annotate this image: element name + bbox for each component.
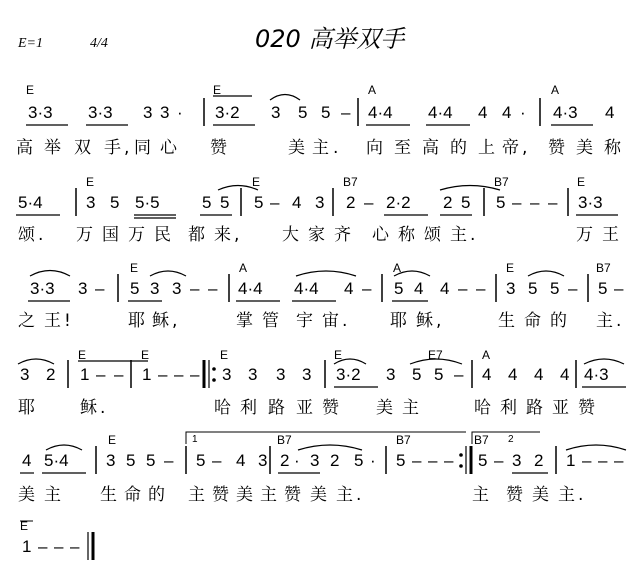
note: 4 — [508, 365, 518, 384]
lyric-char: 亚 — [552, 398, 569, 418]
note: 4 — [236, 451, 246, 470]
lyric-char: 赞 — [322, 398, 339, 418]
lyric-char: 管 — [262, 311, 279, 331]
note: 1 — [22, 537, 32, 556]
lyric-punct: . — [616, 311, 622, 331]
lyric-char: 之 — [18, 311, 35, 331]
note: 4 — [22, 451, 32, 470]
lyric-char: 美 — [288, 138, 305, 158]
chord-symbol: A — [482, 348, 491, 362]
note: 5 — [202, 193, 212, 212]
lyric-punct: , — [522, 138, 528, 158]
dash: – — [364, 193, 374, 212]
volta-number: 1 — [192, 434, 198, 445]
note-group: 3·3 — [30, 279, 55, 298]
note: 5 — [396, 451, 406, 470]
note: 3 — [512, 451, 522, 470]
note: 5 — [496, 193, 506, 212]
dash: – — [548, 193, 558, 212]
chord-symbol: B7 — [277, 433, 292, 447]
note: 2 — [534, 451, 544, 470]
note: 5 — [598, 279, 608, 298]
lyric-char: 赞 — [212, 485, 229, 505]
lyric-char: 称 — [398, 225, 415, 245]
note: 5 — [321, 103, 331, 122]
note: 3 — [160, 103, 170, 122]
note: 4 — [502, 103, 512, 122]
chord-symbol: A — [393, 261, 402, 275]
lyric-char: 赞 — [578, 398, 595, 418]
dash: – — [428, 451, 438, 470]
augmentation-dot: · — [177, 103, 183, 122]
lyric-char: 哈 — [474, 398, 491, 418]
dash: – — [476, 279, 486, 298]
lyric-char: 利 — [240, 398, 257, 418]
note: 5 — [394, 279, 404, 298]
lyric-char: 主 — [450, 225, 467, 245]
augmentation-dot: · — [294, 451, 300, 470]
lyric-char: 主 — [260, 485, 277, 505]
dash: – — [270, 193, 280, 212]
dash: – — [530, 193, 540, 212]
chord-symbol: A — [368, 83, 377, 97]
lyric-punct: , — [172, 311, 178, 331]
chord-symbol: E — [334, 348, 343, 362]
volta-number: 2 — [508, 434, 514, 445]
lyric-char: 主 — [472, 485, 489, 505]
chord-symbol: E — [141, 348, 150, 362]
dash: – — [444, 451, 454, 470]
dash: – — [412, 451, 422, 470]
lyric-char: 主 — [402, 398, 419, 418]
chord-symbol: A — [551, 83, 560, 97]
note: 2 — [443, 193, 453, 212]
lyric-char: 赞 — [210, 138, 227, 158]
dash: – — [494, 451, 504, 470]
lyric-char: 万 — [576, 225, 593, 245]
lyric-punct: . — [356, 485, 362, 505]
lyric-punct: . — [38, 225, 44, 245]
lyric-punct: . — [333, 138, 339, 158]
note-group: 5·4 — [44, 451, 69, 470]
lyric-char: 主 — [44, 485, 61, 505]
note: 3 — [78, 279, 88, 298]
final-barline — [88, 532, 93, 560]
dash: – — [96, 365, 106, 384]
lyric-char: 耶 — [18, 398, 35, 418]
note: 5 — [254, 193, 264, 212]
lyric-char: 稣 — [416, 311, 433, 331]
lyric-char: 主 — [312, 138, 329, 158]
lyric-char: 至 — [394, 138, 411, 158]
chord-symbol: E7 — [428, 348, 443, 362]
lyric-char: 主 — [336, 485, 353, 505]
note: 3 — [150, 279, 160, 298]
score-line-2 — [16, 175, 619, 245]
score-line-3 — [18, 261, 624, 331]
lyric-char: 王 — [602, 225, 619, 245]
lyric-char: 称 — [604, 138, 621, 158]
chord-symbol: A — [239, 261, 248, 275]
lyric-char: 哈 — [214, 398, 231, 418]
note: 2 — [346, 193, 356, 212]
lyric-char: 赞 — [284, 485, 301, 505]
lyric-char: 宙 — [322, 311, 339, 331]
lyric-punct: . — [470, 225, 476, 245]
note: 5 — [126, 451, 136, 470]
lyric-char: 大 — [282, 225, 299, 245]
lyric-char: 帝 — [502, 138, 519, 158]
lyric-char: 生 — [498, 311, 515, 331]
note: 1 — [80, 365, 90, 384]
lyric-punct: , — [234, 225, 240, 245]
note: 4 — [478, 103, 488, 122]
chord-symbol: E — [252, 175, 261, 189]
lyric-char: 的 — [550, 311, 567, 331]
score-line-6 — [20, 519, 93, 560]
chord-symbol: E — [130, 261, 139, 275]
dash: – — [614, 279, 624, 298]
dash: – — [614, 451, 624, 470]
dash: – — [582, 451, 592, 470]
note: 4 — [560, 365, 570, 384]
lyric-char: 耶 — [390, 311, 407, 331]
dash: – — [454, 365, 464, 384]
note: 5 — [412, 365, 422, 384]
dash: – — [190, 365, 200, 384]
note: 3 — [143, 103, 153, 122]
note: 3 — [315, 193, 325, 212]
note: 5 — [130, 279, 140, 298]
lyric-char: 来 — [214, 225, 231, 245]
lyric-char: 心 — [372, 225, 389, 245]
note: 5 — [461, 193, 471, 212]
lyric-char: 万 — [76, 225, 93, 245]
score-line-5 — [18, 432, 626, 505]
lyric-char: 美 — [576, 138, 593, 158]
note: 4 — [440, 279, 450, 298]
dash: – — [598, 451, 608, 470]
lyric-char: 美 — [376, 398, 393, 418]
time-signature: 4/4 — [90, 36, 108, 51]
lyric-punct: . — [578, 485, 584, 505]
lyric-char: 稣 — [80, 398, 97, 418]
note: 4 — [414, 279, 424, 298]
note: 4 — [482, 365, 492, 384]
song-title: 020 高举双手 — [255, 25, 405, 53]
dash: – — [158, 365, 168, 384]
chord-symbol: B7 — [396, 433, 411, 447]
note: 5 — [110, 193, 120, 212]
lyric-char: 宇 — [296, 311, 313, 331]
note: 3 — [271, 103, 281, 122]
note: 3 — [106, 451, 116, 470]
note: 4 — [344, 279, 354, 298]
lyric-char: 家 — [308, 225, 325, 245]
lyric-char: 向 — [366, 138, 383, 158]
lyric-char: 高 — [422, 138, 439, 158]
lyric-char: 路 — [526, 398, 543, 418]
note-group: 4·4 — [238, 279, 263, 298]
note: 3 — [20, 365, 30, 384]
note: 5 — [550, 279, 560, 298]
augmentation-dot: · — [370, 451, 376, 470]
dash: – — [568, 279, 578, 298]
note: 5 — [220, 193, 230, 212]
note: 3 — [258, 451, 268, 470]
dash: – — [512, 193, 522, 212]
lyric-char: 亚 — [296, 398, 313, 418]
note: 3 — [248, 365, 258, 384]
chord-symbol: E — [220, 348, 229, 362]
note: 3 — [386, 365, 396, 384]
chord-symbol: B7 — [474, 433, 489, 447]
note: 5 — [434, 365, 444, 384]
chord-symbol: E — [577, 175, 586, 189]
dash: – — [38, 537, 48, 556]
lyric-char: 赞 — [506, 485, 523, 505]
note-group: 4·4 — [368, 103, 393, 122]
note-group: 4·3 — [553, 103, 578, 122]
dash: – — [114, 365, 124, 384]
note: 5 — [298, 103, 308, 122]
lyric-punct: , — [436, 311, 442, 331]
dash: – — [458, 279, 468, 298]
dash: – — [70, 537, 80, 556]
dash: – — [174, 365, 184, 384]
lyric-char: 都 — [188, 225, 205, 245]
lyric-char: 命 — [124, 485, 141, 505]
lyric-char: 主 — [558, 485, 575, 505]
note: 4 — [292, 193, 302, 212]
note-group: 5·4 — [18, 193, 43, 212]
note: 1 — [566, 451, 576, 470]
chord-symbol: B7 — [494, 175, 509, 189]
repeat-start-sign — [204, 360, 216, 388]
repeat-end-sign — [459, 446, 471, 474]
lyric-char: 美 — [532, 485, 549, 505]
score-line-4 — [18, 348, 626, 418]
chord-symbol: E — [20, 519, 29, 533]
note: 5 — [146, 451, 156, 470]
lyric-char: 心 — [160, 138, 177, 158]
note-group: 3·2 — [215, 103, 240, 122]
dash: – — [208, 279, 218, 298]
lyric-char: 高 — [16, 138, 33, 158]
lyric-char: 美 — [236, 485, 253, 505]
lyric-char: 上 — [478, 138, 495, 158]
chord-symbol: E — [26, 83, 35, 97]
dash: – — [190, 279, 200, 298]
chord-symbol: E — [506, 261, 515, 275]
lyric-char: 民 — [154, 225, 171, 245]
note: 2 — [280, 451, 290, 470]
dash: – — [95, 279, 105, 298]
lyric-char: 的 — [450, 138, 467, 158]
lyric-char: 手 — [104, 138, 121, 158]
lyric-punct: , — [124, 138, 130, 158]
note-group: 2·2 — [386, 193, 411, 212]
note: 4 — [534, 365, 544, 384]
note: 3 — [172, 279, 182, 298]
lyric-char: 利 — [500, 398, 517, 418]
dash: – — [54, 537, 64, 556]
note: 5 — [354, 451, 364, 470]
augmentation-dot: · — [520, 103, 526, 122]
note: 2 — [330, 451, 340, 470]
lyric-char: 同 — [134, 138, 151, 158]
note: 3 — [276, 365, 286, 384]
lyric-char: 的 — [148, 485, 165, 505]
chord-symbol: E — [108, 433, 117, 447]
lyric-char: 万 — [128, 225, 145, 245]
chord-symbol: B7 — [596, 261, 611, 275]
note: 3 — [222, 365, 232, 384]
lyric-char: 双 — [74, 138, 91, 158]
note-group: 4·3 — [584, 365, 609, 384]
lyric-char: 路 — [268, 398, 285, 418]
lyric-punct: ! — [64, 311, 71, 331]
lyric-char: 赞 — [548, 138, 565, 158]
lyric-char: 耶 — [128, 311, 145, 331]
lyric-char: 美 — [310, 485, 327, 505]
lyric-char: 王 — [44, 311, 61, 331]
note: 4 — [605, 103, 615, 122]
note: 3 — [310, 451, 320, 470]
lyric-char: 主 — [596, 311, 613, 331]
note-group: 3·3 — [28, 103, 53, 122]
lyric-char: 掌 — [236, 311, 253, 331]
lyric-char: 齐 — [334, 225, 351, 245]
lyric-char: 美 — [18, 485, 35, 505]
chord-symbol: E — [78, 348, 87, 362]
lyric-char: 国 — [102, 225, 119, 245]
note-group: 4·4 — [294, 279, 319, 298]
lyric-char: 命 — [524, 311, 541, 331]
note: 1 — [142, 365, 152, 384]
lyric-char: 稣 — [152, 311, 169, 331]
score-line-1 — [16, 83, 622, 158]
chord-symbol: B7 — [343, 175, 358, 189]
lyric-punct: . — [342, 311, 348, 331]
note-group: 5·5 — [135, 193, 160, 212]
note: 5 — [196, 451, 206, 470]
dash: – — [362, 279, 372, 298]
note-group: 3·3 — [578, 193, 603, 212]
note-group: 4·4 — [428, 103, 453, 122]
note: 5 — [528, 279, 538, 298]
dash: – — [164, 451, 174, 470]
note: 3 — [506, 279, 516, 298]
note-group: 3·3 — [88, 103, 113, 122]
lyric-char: 主 — [188, 485, 205, 505]
note: 5 — [478, 451, 488, 470]
dash: – — [341, 103, 351, 122]
lyric-punct: . — [100, 398, 106, 418]
note-group: 3·2 — [336, 365, 361, 384]
key-signature: E=1 — [18, 36, 43, 51]
lyric-char: 颂 — [424, 225, 441, 245]
lyric-char: 举 — [44, 138, 61, 158]
lyric-char: 颂 — [18, 225, 35, 245]
chord-symbol: E — [86, 175, 95, 189]
note: 3 — [86, 193, 96, 212]
lyric-char: 生 — [100, 485, 117, 505]
note: 2 — [46, 365, 56, 384]
dash: – — [212, 451, 222, 470]
note: 3 — [302, 365, 312, 384]
chord-symbol: E — [213, 83, 222, 97]
